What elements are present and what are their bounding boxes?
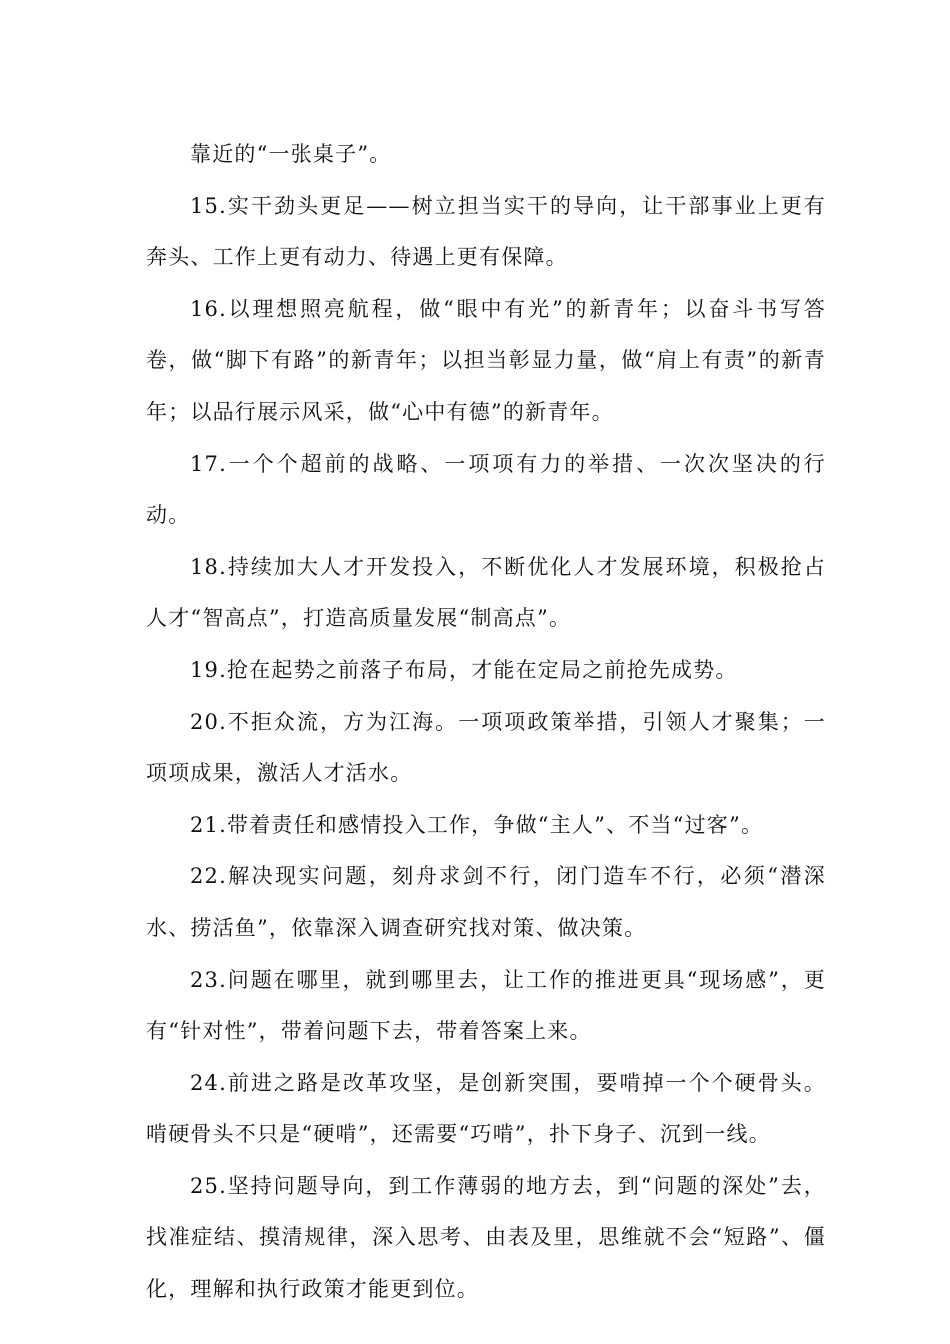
paragraph-20: 20.不拒众流，方为江海。一项项政策举措，引领人才聚集；一项项成果，激活人才活水。 — [146, 709, 826, 786]
paragraph-22: 22.解决现实问题，刻舟求剑不行，闭门造车不行，必须“潜深水、捞活鱼”，依靠深入调查研究找对策、做决策。 — [146, 864, 826, 940]
paragraph-continuation: 靠近的“一张桌子”。 — [190, 142, 392, 166]
paragraph-24: 24.前进之路是改革攻坚，是创新突围，要啃掉一个个硬骨头。啃硬骨头不只是“硬啃”，还需要“巧啃”，扑下身子、沉到一线。 — [146, 1070, 826, 1147]
document-body — [146, 129, 826, 1316]
paragraph-18: 18.持续加大人才开发投入，不断优化人才发展环境，积极抢占人才“智高点”，打造高质量发展“制高点”。 — [146, 554, 826, 631]
paragraph-16: 16.以理想照亮航程，做“眼中有光”的新青年；以奋斗书写答卷，做“脚下有路”的新青年；以担当彰显力量，做“肩上有责”的新青年；以品行展示风采，做“心中有德”的新青年。 — [146, 296, 826, 424]
paragraph-25: 25.坚持问题导向，到工作薄弱的地方去，到“问题的深处”去，找准症结、摸清规律，深入思考、由表及里，思维就不会“短路”、僵化，理解和执行政策才能更到位。 — [146, 1173, 826, 1302]
paragraph-17: 17.一个个超前的战略、一项项有力的举措、一次次坚决的行动。 — [146, 451, 826, 528]
paragraph-21: 21.带着责任和感情投入工作，争做“主人”、不当“过客”。 — [190, 812, 764, 837]
paragraph-23: 23.问题在哪里，就到哪里去，让工作的推进更具“现场感”，更有“针对性”，带着问题下去，带着答案上来。 — [146, 967, 826, 1044]
paragraph-15: 15.实干劲头更足——树立担当实干的导向，让干部事业上更有奔头、工作上更有动力、待遇上更有保障。 — [146, 193, 826, 270]
paragraph-19: 19.抢在起势之前落子布局，才能在定局之前抢先成势。 — [190, 657, 738, 682]
